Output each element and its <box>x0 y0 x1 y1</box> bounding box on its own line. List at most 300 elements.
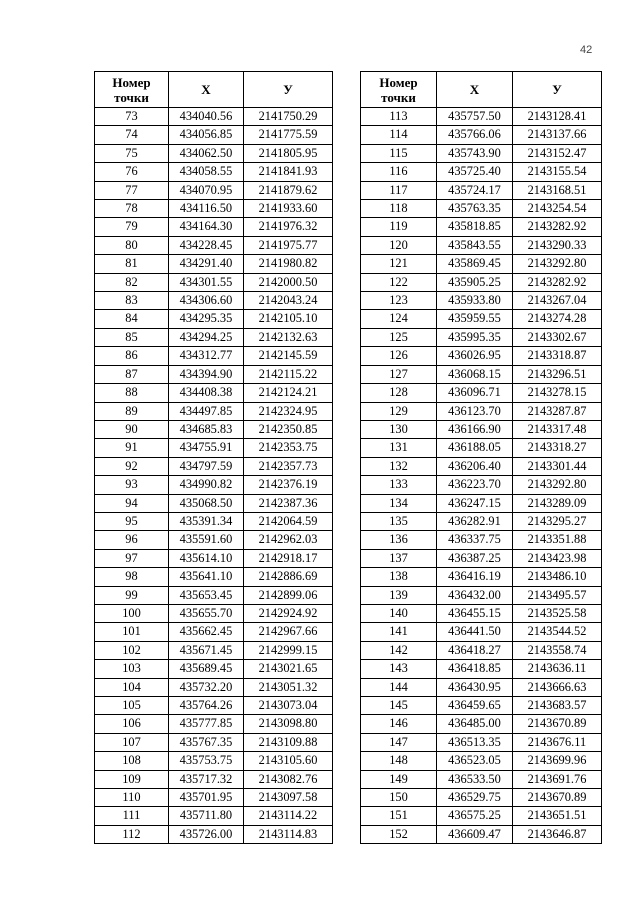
table-row <box>361 641 602 659</box>
cell-point-number: 131 <box>361 439 437 457</box>
header-y: У <box>513 72 602 108</box>
cell-x: 434070.95 <box>169 181 244 199</box>
cell-x: 434040.56 <box>169 108 244 126</box>
cell-point-number: 95 <box>95 512 169 530</box>
table-row <box>95 789 333 807</box>
cell-x: 435717.32 <box>169 770 244 788</box>
cell-point-number: 116 <box>361 163 437 181</box>
table-row <box>361 476 602 494</box>
cell-point-number: 105 <box>95 697 169 715</box>
cell-x: 434062.50 <box>169 144 244 162</box>
table-row <box>361 494 602 512</box>
cell-point-number: 140 <box>361 604 437 622</box>
cell-x: 434685.83 <box>169 420 244 438</box>
cell-point-number: 150 <box>361 789 437 807</box>
cell-point-number: 89 <box>95 402 169 420</box>
table-row <box>361 384 602 402</box>
table-header-row <box>95 72 333 108</box>
cell-x: 434301.55 <box>169 273 244 291</box>
cell-point-number: 138 <box>361 568 437 586</box>
cell-y: 2143676.11 <box>513 733 602 751</box>
cell-x: 436418.85 <box>437 660 513 678</box>
cell-x: 436166.90 <box>437 420 513 438</box>
cell-x: 434164.30 <box>169 218 244 236</box>
cell-x: 436430.95 <box>437 678 513 696</box>
table-row <box>361 457 602 475</box>
cell-y: 2143699.96 <box>513 752 602 770</box>
cell-x: 434291.40 <box>169 255 244 273</box>
cell-point-number: 101 <box>95 623 169 641</box>
cell-y: 2142124.21 <box>244 384 333 402</box>
cell-y: 2143097.58 <box>244 789 333 807</box>
cell-point-number: 118 <box>361 200 437 218</box>
cell-point-number: 127 <box>361 365 437 383</box>
table-row <box>95 144 333 162</box>
table-row <box>361 678 602 696</box>
table-row <box>361 752 602 770</box>
table-row <box>361 733 602 751</box>
cell-point-number: 124 <box>361 310 437 328</box>
table-row <box>361 420 602 438</box>
cell-point-number: 107 <box>95 733 169 751</box>
header-x: Х <box>437 72 513 108</box>
cell-point-number: 151 <box>361 807 437 825</box>
cell-y: 2143082.76 <box>244 770 333 788</box>
cell-point-number: 115 <box>361 144 437 162</box>
table-row <box>95 163 333 181</box>
cell-point-number: 76 <box>95 163 169 181</box>
cell-point-number: 80 <box>95 236 169 254</box>
cell-x: 435869.45 <box>437 255 513 273</box>
cell-y: 2143318.87 <box>513 347 602 365</box>
table-row <box>95 604 333 622</box>
cell-point-number: 77 <box>95 181 169 199</box>
cell-x: 435653.45 <box>169 586 244 604</box>
header-y: У <box>244 72 333 108</box>
cell-y: 2142387.36 <box>244 494 333 512</box>
table-row <box>361 697 602 715</box>
cell-point-number: 74 <box>95 126 169 144</box>
table-row <box>361 365 602 383</box>
cell-point-number: 149 <box>361 770 437 788</box>
cell-x: 435766.06 <box>437 126 513 144</box>
table-row <box>361 126 602 144</box>
cell-x: 435724.17 <box>437 181 513 199</box>
cell-point-number: 92 <box>95 457 169 475</box>
cell-y: 2141879.62 <box>244 181 333 199</box>
page-number: 42 <box>580 44 593 56</box>
cell-point-number: 88 <box>95 384 169 402</box>
cell-y: 2143021.65 <box>244 660 333 678</box>
table-row <box>95 347 333 365</box>
cell-point-number: 84 <box>95 310 169 328</box>
cell-y: 2143691.76 <box>513 770 602 788</box>
table-row <box>361 108 602 126</box>
cell-y: 2143318.27 <box>513 439 602 457</box>
table-row <box>95 807 333 825</box>
cell-x: 434408.38 <box>169 384 244 402</box>
table-row <box>95 439 333 457</box>
cell-point-number: 82 <box>95 273 169 291</box>
cell-point-number: 147 <box>361 733 437 751</box>
cell-point-number: 86 <box>95 347 169 365</box>
cell-point-number: 103 <box>95 660 169 678</box>
coordinates-table-left <box>94 71 333 844</box>
cell-x: 435995.35 <box>437 328 513 346</box>
cell-x: 435391.34 <box>169 512 244 530</box>
table-body-left <box>95 108 333 844</box>
cell-x: 435641.10 <box>169 568 244 586</box>
table-row <box>95 623 333 641</box>
cell-point-number: 110 <box>95 789 169 807</box>
cell-x: 435671.45 <box>169 641 244 659</box>
cell-y: 2143666.63 <box>513 678 602 696</box>
cell-x: 435763.35 <box>437 200 513 218</box>
cell-y: 2143289.09 <box>513 494 602 512</box>
cell-y: 2143114.22 <box>244 807 333 825</box>
cell-y: 2143544.52 <box>513 623 602 641</box>
cell-point-number: 132 <box>361 457 437 475</box>
table-row <box>361 825 602 843</box>
cell-y: 2142324.95 <box>244 402 333 420</box>
cell-x: 434116.50 <box>169 200 244 218</box>
cell-x: 435662.45 <box>169 623 244 641</box>
table-row <box>95 660 333 678</box>
cell-point-number: 119 <box>361 218 437 236</box>
cell-y: 2143152.47 <box>513 144 602 162</box>
cell-point-number: 96 <box>95 531 169 549</box>
table-row <box>361 531 602 549</box>
table-row <box>95 200 333 218</box>
cell-point-number: 85 <box>95 328 169 346</box>
cell-point-number: 99 <box>95 586 169 604</box>
cell-x: 434295.35 <box>169 310 244 328</box>
cell-y: 2143051.32 <box>244 678 333 696</box>
cell-point-number: 130 <box>361 420 437 438</box>
cell-point-number: 117 <box>361 181 437 199</box>
table-row <box>361 549 602 567</box>
cell-x: 435757.50 <box>437 108 513 126</box>
cell-point-number: 106 <box>95 715 169 733</box>
cell-point-number: 146 <box>361 715 437 733</box>
cell-y: 2143351.88 <box>513 531 602 549</box>
cell-x: 434312.77 <box>169 347 244 365</box>
cell-point-number: 97 <box>95 549 169 567</box>
cell-y: 2143525.58 <box>513 604 602 622</box>
cell-point-number: 111 <box>95 807 169 825</box>
cell-y: 2141980.82 <box>244 255 333 273</box>
cell-x: 436416.19 <box>437 568 513 586</box>
table-row <box>361 512 602 530</box>
cell-x: 436387.25 <box>437 549 513 567</box>
table-row <box>95 568 333 586</box>
table-row <box>95 126 333 144</box>
table-row <box>95 586 333 604</box>
cell-point-number: 90 <box>95 420 169 438</box>
cell-x: 436418.27 <box>437 641 513 659</box>
table-row <box>95 697 333 715</box>
cell-point-number: 122 <box>361 273 437 291</box>
cell-x: 435818.85 <box>437 218 513 236</box>
cell-point-number: 143 <box>361 660 437 678</box>
cell-y: 2143295.27 <box>513 512 602 530</box>
table-row <box>361 273 602 291</box>
cell-point-number: 128 <box>361 384 437 402</box>
cell-x: 436513.35 <box>437 733 513 751</box>
cell-point-number: 79 <box>95 218 169 236</box>
cell-y: 2143267.04 <box>513 292 602 310</box>
table-row <box>95 402 333 420</box>
cell-x: 436485.00 <box>437 715 513 733</box>
cell-y: 2143287.87 <box>513 402 602 420</box>
table-row <box>95 108 333 126</box>
cell-x: 435591.60 <box>169 531 244 549</box>
table-row <box>361 586 602 604</box>
cell-point-number: 136 <box>361 531 437 549</box>
cell-x: 436459.65 <box>437 697 513 715</box>
cell-point-number: 134 <box>361 494 437 512</box>
cell-y: 2143109.88 <box>244 733 333 751</box>
cell-point-number: 109 <box>95 770 169 788</box>
cell-point-number: 104 <box>95 678 169 696</box>
cell-x: 435743.90 <box>437 144 513 162</box>
cell-x: 436523.05 <box>437 752 513 770</box>
cell-point-number: 102 <box>95 641 169 659</box>
table-row <box>95 236 333 254</box>
table-row <box>361 163 602 181</box>
table-row <box>361 347 602 365</box>
cell-y: 2143282.92 <box>513 218 602 236</box>
cell-x: 435701.95 <box>169 789 244 807</box>
cell-x: 436337.75 <box>437 531 513 549</box>
cell-y: 2142353.75 <box>244 439 333 457</box>
cell-x: 435732.20 <box>169 678 244 696</box>
cell-point-number: 142 <box>361 641 437 659</box>
cell-y: 2143128.41 <box>513 108 602 126</box>
cell-x: 435689.45 <box>169 660 244 678</box>
cell-x: 435767.35 <box>169 733 244 751</box>
table-row <box>361 789 602 807</box>
cell-point-number: 94 <box>95 494 169 512</box>
cell-point-number: 93 <box>95 476 169 494</box>
cell-x: 434056.85 <box>169 126 244 144</box>
cell-y: 2143296.51 <box>513 365 602 383</box>
table-row <box>95 512 333 530</box>
cell-x: 434797.59 <box>169 457 244 475</box>
cell-y: 2143646.87 <box>513 825 602 843</box>
cell-x: 436441.50 <box>437 623 513 641</box>
header-point-number: Номер точки <box>95 72 169 108</box>
table-row <box>95 549 333 567</box>
cell-x: 436533.50 <box>437 770 513 788</box>
cell-y: 2143168.51 <box>513 181 602 199</box>
cell-y: 2142064.59 <box>244 512 333 530</box>
table-row <box>361 439 602 457</box>
cell-y: 2142350.85 <box>244 420 333 438</box>
cell-x: 434497.85 <box>169 402 244 420</box>
cell-y: 2141933.60 <box>244 200 333 218</box>
cell-y: 2143292.80 <box>513 476 602 494</box>
header-x: Х <box>169 72 244 108</box>
cell-x: 435614.10 <box>169 549 244 567</box>
table-row <box>95 273 333 291</box>
cell-point-number: 123 <box>361 292 437 310</box>
table-row <box>361 181 602 199</box>
cell-y: 2143317.48 <box>513 420 602 438</box>
cell-x: 436529.75 <box>437 789 513 807</box>
cell-y: 2143670.89 <box>513 789 602 807</box>
cell-point-number: 73 <box>95 108 169 126</box>
table-row <box>361 715 602 733</box>
cell-y: 2143073.04 <box>244 697 333 715</box>
cell-x: 436026.95 <box>437 347 513 365</box>
header-point-number: Номер точки <box>361 72 437 108</box>
table-row <box>361 310 602 328</box>
cell-point-number: 137 <box>361 549 437 567</box>
table-row <box>361 292 602 310</box>
cell-x: 434294.25 <box>169 328 244 346</box>
cell-y: 2141975.77 <box>244 236 333 254</box>
cell-y: 2143098.80 <box>244 715 333 733</box>
cell-x: 434306.60 <box>169 292 244 310</box>
cell-x: 436247.15 <box>437 494 513 512</box>
cell-y: 2143254.54 <box>513 200 602 218</box>
table-row <box>361 402 602 420</box>
table-row <box>95 384 333 402</box>
table-row <box>95 494 333 512</box>
table-row <box>95 531 333 549</box>
table-row <box>95 310 333 328</box>
table-row <box>95 825 333 843</box>
cell-x: 434755.91 <box>169 439 244 457</box>
cell-y: 2142132.63 <box>244 328 333 346</box>
cell-x: 435933.80 <box>437 292 513 310</box>
table-row <box>95 457 333 475</box>
cell-point-number: 113 <box>361 108 437 126</box>
coordinates-table-right <box>360 71 602 844</box>
cell-y: 2143558.74 <box>513 641 602 659</box>
cell-y: 2143290.33 <box>513 236 602 254</box>
cell-point-number: 144 <box>361 678 437 696</box>
table-row <box>95 678 333 696</box>
cell-point-number: 133 <box>361 476 437 494</box>
table-row <box>95 733 333 751</box>
cell-y: 2142924.92 <box>244 604 333 622</box>
cell-point-number: 75 <box>95 144 169 162</box>
table-row <box>95 770 333 788</box>
cell-y: 2143423.98 <box>513 549 602 567</box>
cell-x: 434228.45 <box>169 236 244 254</box>
cell-y: 2143155.54 <box>513 163 602 181</box>
cell-point-number: 87 <box>95 365 169 383</box>
cell-y: 2142000.50 <box>244 273 333 291</box>
cell-x: 435655.70 <box>169 604 244 622</box>
cell-y: 2143282.92 <box>513 273 602 291</box>
cell-y: 2143114.83 <box>244 825 333 843</box>
cell-x: 436609.47 <box>437 825 513 843</box>
cell-y: 2143137.66 <box>513 126 602 144</box>
cell-x: 434058.55 <box>169 163 244 181</box>
cell-x: 435843.55 <box>437 236 513 254</box>
table-row <box>361 144 602 162</box>
table-row <box>95 476 333 494</box>
cell-y: 2143105.60 <box>244 752 333 770</box>
cell-point-number: 78 <box>95 200 169 218</box>
cell-point-number: 125 <box>361 328 437 346</box>
cell-y: 2141976.32 <box>244 218 333 236</box>
cell-point-number: 83 <box>95 292 169 310</box>
table-row <box>361 604 602 622</box>
table-row <box>361 660 602 678</box>
table-row <box>361 255 602 273</box>
cell-x: 435068.50 <box>169 494 244 512</box>
cell-point-number: 148 <box>361 752 437 770</box>
cell-y: 2142899.06 <box>244 586 333 604</box>
table-row <box>95 328 333 346</box>
cell-x: 436096.71 <box>437 384 513 402</box>
cell-y: 2142376.19 <box>244 476 333 494</box>
cell-x: 434394.90 <box>169 365 244 383</box>
cell-x: 434990.82 <box>169 476 244 494</box>
table-row <box>361 568 602 586</box>
cell-y: 2143302.67 <box>513 328 602 346</box>
table-row <box>361 623 602 641</box>
cell-point-number: 139 <box>361 586 437 604</box>
table-row <box>361 770 602 788</box>
cell-point-number: 129 <box>361 402 437 420</box>
cell-y: 2141841.93 <box>244 163 333 181</box>
table-row <box>361 200 602 218</box>
cell-x: 435905.25 <box>437 273 513 291</box>
cell-x: 435711.80 <box>169 807 244 825</box>
cell-x: 436068.15 <box>437 365 513 383</box>
cell-point-number: 108 <box>95 752 169 770</box>
cell-y: 2142357.73 <box>244 457 333 475</box>
cell-x: 436206.40 <box>437 457 513 475</box>
cell-x: 435959.55 <box>437 310 513 328</box>
cell-y: 2142105.10 <box>244 310 333 328</box>
cell-point-number: 98 <box>95 568 169 586</box>
cell-x: 435726.00 <box>169 825 244 843</box>
cell-y: 2143278.15 <box>513 384 602 402</box>
cell-x: 435753.75 <box>169 752 244 770</box>
cell-point-number: 152 <box>361 825 437 843</box>
cell-x: 436432.00 <box>437 586 513 604</box>
cell-y: 2142918.17 <box>244 549 333 567</box>
cell-x: 435725.40 <box>437 163 513 181</box>
table-header-row <box>361 72 602 108</box>
cell-y: 2143495.57 <box>513 586 602 604</box>
cell-point-number: 121 <box>361 255 437 273</box>
table-row <box>95 420 333 438</box>
table-row <box>95 292 333 310</box>
cell-y: 2142999.15 <box>244 641 333 659</box>
cell-y: 2141805.95 <box>244 144 333 162</box>
cell-point-number: 145 <box>361 697 437 715</box>
cell-y: 2143683.57 <box>513 697 602 715</box>
cell-y: 2143301.44 <box>513 457 602 475</box>
cell-x: 436455.15 <box>437 604 513 622</box>
cell-x: 436282.91 <box>437 512 513 530</box>
cell-x: 436223.70 <box>437 476 513 494</box>
table-row <box>361 218 602 236</box>
table-row <box>95 181 333 199</box>
cell-x: 435777.85 <box>169 715 244 733</box>
table-row <box>95 752 333 770</box>
table-row <box>361 236 602 254</box>
table-row <box>95 218 333 236</box>
table-body-right <box>361 108 602 844</box>
